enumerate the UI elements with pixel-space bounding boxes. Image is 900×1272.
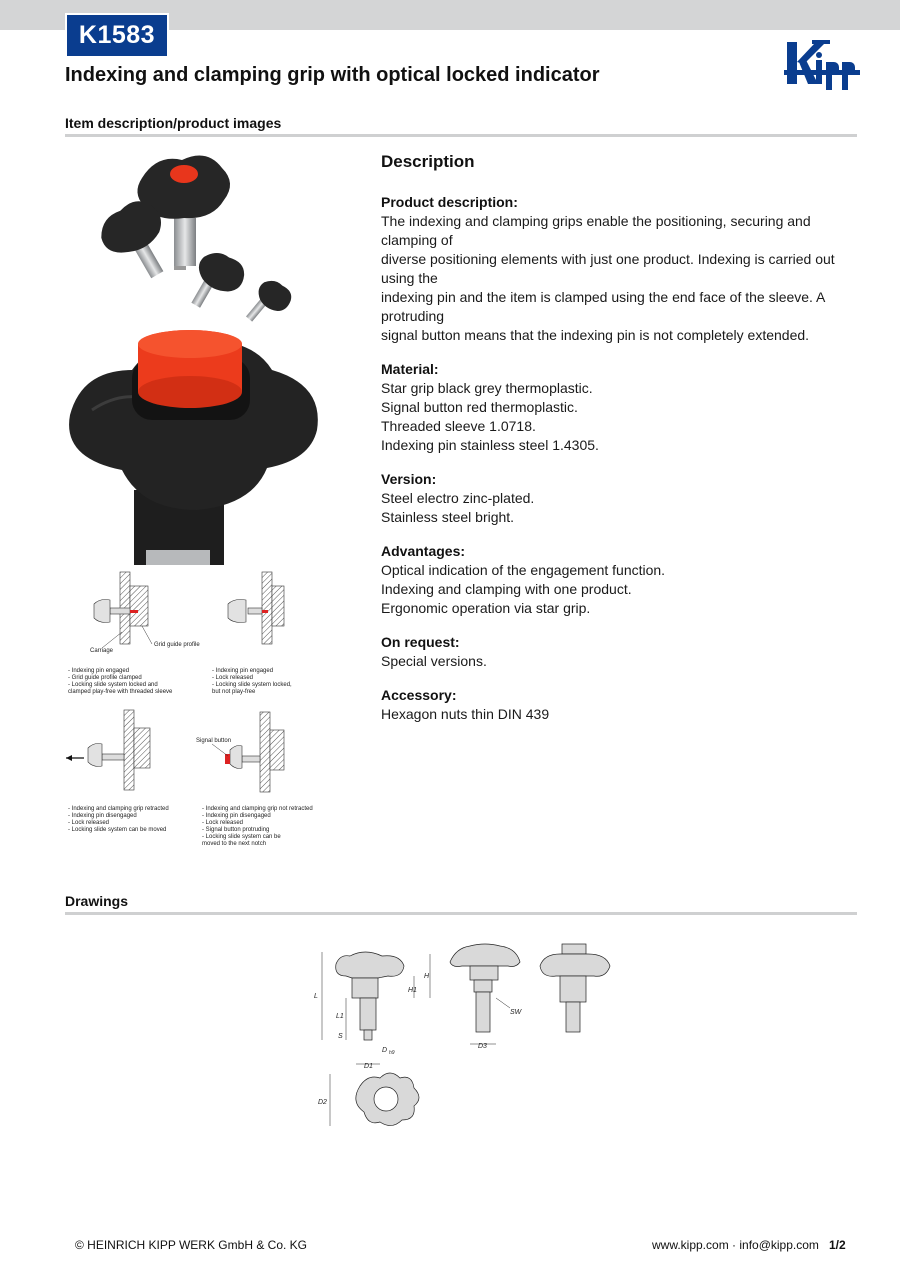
svg-text:L1: L1 (336, 1013, 344, 1020)
product-main-image (62, 330, 324, 565)
page-number: 1/2 (829, 1238, 846, 1252)
svg-text:S: S (338, 1033, 343, 1040)
svg-text:D1: D1 (364, 1063, 373, 1070)
svg-text:- Lock released: - Lock released (212, 675, 254, 681)
footer-contact[interactable]: www.kipp.com · info@kipp.com (652, 1238, 819, 1252)
description-section (381, 152, 861, 739)
article-code-badge (65, 13, 169, 58)
svg-text:- Locking slide system locked,: - Locking slide system locked, (212, 682, 292, 688)
svg-text:- Indexing pin disengaged: - Indexing pin disengaged (68, 813, 137, 819)
product-description-block: Product description: The indexing and clamping grips enable the positioning, securing and clamping of diverse positioning elements with just one product. Indexing is carried out using the indexing pin and the item is clamped using the end face of the sleeve. A protruding signal button means that the indexing pin is not completely extended. (381, 194, 835, 343)
svg-text:- Locking slide system locked: - Locking slide system locked and (68, 682, 158, 688)
svg-text:- Grid guide profile clamped: - Grid guide profile clamped (68, 675, 142, 681)
advantages-block: Advantages: Optical indication of the engagement function. Indexing and clamping with one product. Ergonomic operation via star grip. (381, 543, 666, 616)
product-variants-image (62, 148, 324, 328)
svg-text:- Indexing pin engaged: - Indexing pin engaged (68, 668, 130, 674)
svg-text:H1: H1 (408, 987, 417, 994)
diagram-panel-3 (66, 710, 169, 833)
svg-text:- Indexing pin disengaged: - Indexing pin disengaged (202, 813, 271, 819)
svg-text:- Lock released: - Lock released (68, 820, 110, 826)
on-request-block: On request: Special versions. (381, 634, 487, 669)
svg-text:h9: h9 (389, 1050, 395, 1056)
footer-copyright: © HEINRICH KIPP WERK GmbH & Co. KG (75, 1238, 307, 1252)
material-block: Material: Star grip black grey thermoplastic. Signal button red thermoplastic. Threaded sleeve 1.0718. Indexing pin stainless steel 1.4305. (381, 361, 599, 453)
svg-text:but not play-free: but not play-free (212, 689, 256, 695)
svg-text:- Indexing and clamping grip r: - Indexing and clamping grip retracted (68, 806, 169, 812)
svg-text:- Locking slide system can be: - Locking slide system can be moved (68, 827, 167, 833)
description-heading: Description (381, 152, 475, 171)
page-title: Indexing and clamping grip with optical locked indicator (65, 64, 600, 86)
svg-text:moved to the next notch: moved to the next notch (202, 841, 267, 847)
diagram-panel-2 (212, 572, 292, 695)
kipp-logo (784, 38, 860, 92)
svg-text:L: L (314, 993, 318, 1000)
version-block: Version: Steel electro zinc-plated. Stainless steel bright. (381, 471, 535, 525)
svg-text:SW: SW (510, 1009, 522, 1016)
svg-text:- Indexing and clamping grip n: - Indexing and clamping grip not retracted (202, 806, 313, 812)
svg-text:- Indexing pin engaged: - Indexing pin engaged (212, 668, 274, 674)
svg-text:D2: D2 (318, 1099, 327, 1106)
svg-text:H: H (424, 973, 430, 980)
section-heading-images: Item description/product images (65, 115, 282, 131)
section-rule (65, 912, 857, 915)
diagram-panel-1 (68, 572, 200, 695)
accessory-block: Accessory: Hexagon nuts thin DIN 439 (381, 687, 550, 722)
svg-text:- Locking slide system can be: - Locking slide system can be (202, 834, 281, 840)
section-heading-drawings: Drawings (65, 893, 129, 909)
svg-text:clamped play-free with threade: clamped play-free with threaded sleeve (68, 689, 173, 695)
label-signal-button: Signal button (196, 738, 232, 744)
svg-text:D: D (382, 1047, 388, 1054)
article-code: K1583 (78, 21, 156, 49)
svg-text:D3: D3 (478, 1043, 487, 1050)
svg-text:- Lock released: - Lock released (202, 820, 244, 826)
label-carriage: Carriage (90, 648, 114, 654)
section-rule (65, 134, 857, 137)
technical-drawing (310, 936, 630, 1171)
diagram-panel-4 (196, 712, 313, 847)
svg-text:- Signal button protruding: - Signal button protruding (202, 827, 270, 833)
function-diagrams (62, 568, 324, 868)
label-grid-guide: Grid guide profile (154, 642, 200, 648)
